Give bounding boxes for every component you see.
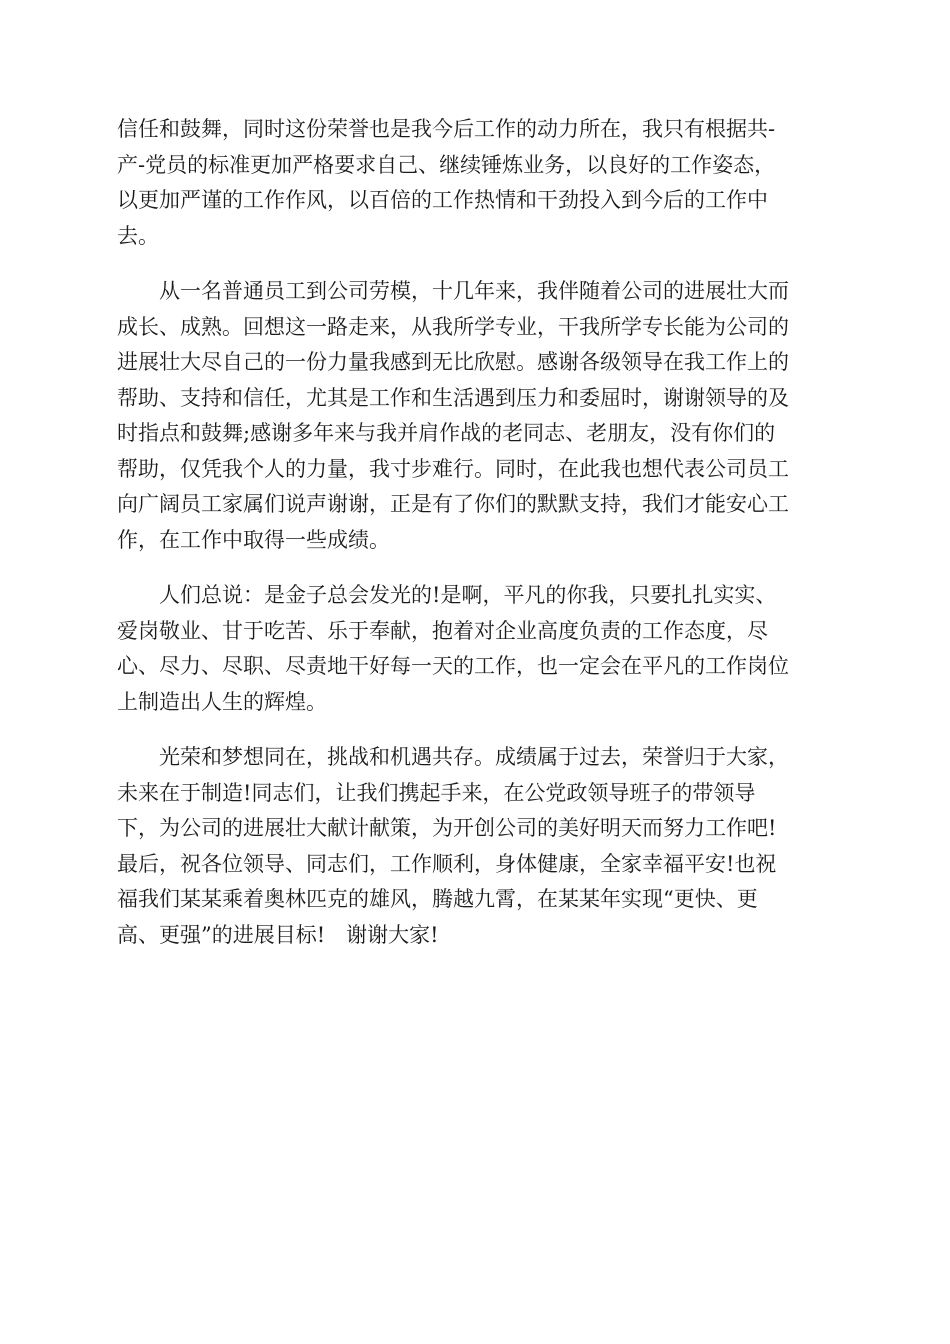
text-line: 帮助、支持和信任，尤其是工作和生活遇到压力和委屈时，谢谢领导的及 — [117, 385, 789, 410]
text-line: 人们总说：是金子总会发光的!是啊，平凡的你我，只要扎扎实实、 — [159, 583, 777, 607]
text-line: 帮助，仅凭我个人的力量，我寸步难行。同时，在此我也想代表公司员工 — [117, 456, 789, 481]
text-line: 上制造出人生的辉煌。 — [117, 689, 327, 714]
text-line: 作，在工作中取得一些成绩。 — [117, 527, 390, 552]
text-line: 成长、成熟。回想这一路走来，从我所学专业，干我所学专长能为公司的 — [117, 314, 789, 339]
paragraph-4 — [117, 740, 837, 953]
text-line: 福我们某某乘着奥林匹克的雄风，腾越九霄，在某某年实现“更快、更 — [117, 887, 758, 911]
text-line: 下，为公司的进展壮大献计献策，为开创公司的美好明天而努力工作吧! — [117, 816, 777, 840]
paragraph-1 — [117, 112, 837, 254]
text-line: 爱岗敬业、甘于吃苦、乐于奉献，抱着对企业高度负责的工作态度，尽 — [117, 618, 768, 643]
text-line: 最后，祝各位领导、同志们，工作顺利，身体健康，全家幸福平安!也祝 — [117, 851, 777, 876]
text-line: 进展壮大尽自己的一份力量我感到无比欣慰。感谢各级领导在我工作上的 — [117, 350, 789, 374]
text-line: 产-党员的标准更加严格要求自己、继续锤炼业务，以良好的工作姿态， — [117, 152, 776, 177]
text-line: 信任和鼓舞，同时这份荣誉也是我今后工作的动力所在，我只有根据共- — [117, 117, 776, 141]
paragraph-2 — [117, 274, 837, 558]
text-line: 从一名普通员工到公司劳模，十几年来，我伴随着公司的进展壮大而 — [159, 279, 789, 303]
text-line: 去。 — [117, 223, 159, 248]
text-line: 未来在于制造!同志们，让我们携起手来，在公党政领导班子的带领导 — [117, 780, 756, 805]
text-line: 心、尽力、尽职、尽责地干好每一天的工作，也一定会在平凡的工作岗位 — [117, 654, 789, 678]
text-line: 时指点和鼓舞;感谢多年来与我并肩作战的老同志、老朋友，没有你们的 — [117, 421, 776, 445]
text-line: 光荣和梦想同在，挑战和机遇共存。成绩属于过去，荣誉归于大家， — [159, 745, 789, 769]
text-line: 以更加严谨的工作作风，以百倍的工作热情和干劲投入到今后的工作中 — [117, 188, 768, 212]
text-line: 高、更强”的进展目标! 谢谢大家! — [117, 922, 439, 947]
text-line: 向广阔员工家属们说声谢谢，正是有了你们的默默支持，我们才能安心工 — [117, 492, 789, 516]
document-body — [117, 112, 837, 973]
paragraph-3 — [117, 578, 837, 720]
